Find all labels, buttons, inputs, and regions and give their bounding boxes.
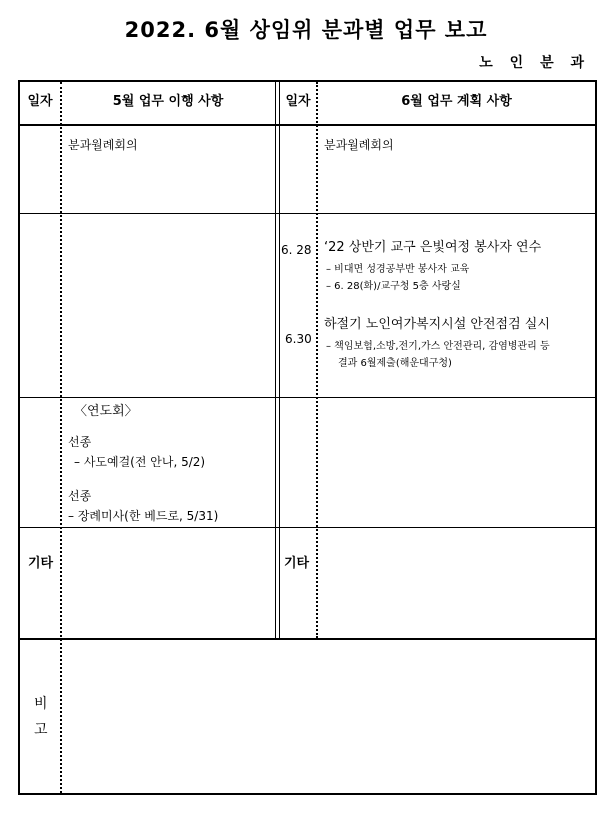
page-title: 2022. 6월 상임위 분과별 업무 보고 (124, 18, 488, 42)
header-date-right: 일자 (285, 94, 311, 109)
header-may-tasks: 5월 업무 이행 사항 (112, 94, 224, 109)
row5-label-line2: 고 (34, 722, 48, 738)
row-divider-3 (20, 527, 595, 528)
header-date-left: 일자 (27, 94, 53, 109)
row1-may-text: 분과월례회의 (68, 138, 138, 152)
row5-label-line1: 비 (34, 696, 48, 712)
row3-heading: 〈연도회〉 (74, 404, 138, 419)
row3-group1: 선종 (68, 435, 92, 449)
col-divider-date-right (316, 82, 318, 638)
row2-item1-title: ‘22 상반기 교구 은빛여정 봉사자 연수 (324, 240, 542, 255)
report-table (18, 80, 597, 795)
header-divider (20, 124, 595, 126)
row-divider-4 (20, 638, 595, 640)
col-divider-date-left (60, 82, 62, 793)
row2-item2-title: 하절기 노인여가복지시설 안전점검 실시 (324, 317, 550, 332)
row3-group2: 선종 (68, 489, 92, 503)
row-divider-1 (20, 213, 595, 214)
row3-group2-item: – 장례미사(한 베드로, 5/31) (68, 509, 219, 523)
row2-item1-sub2: – 6. 28(화)/교구청 5층 사랑실 (326, 281, 461, 292)
row2-item1-sub1: – 비대면 성경공부반 봉사자 교육 (326, 264, 470, 275)
row4-left-label: 기타 (28, 556, 54, 571)
row3-group1-item: – 사도예걸(전 안나, 5/2) (74, 455, 206, 469)
department-label: 노 인 분 과 (479, 55, 590, 71)
row2-item2-sub1: – 책임보험,소방,전기,가스 안전관리, 감염병관리 등 (326, 341, 550, 352)
row2-date1: 6. 28 (281, 243, 312, 257)
col-divider-middle (275, 82, 280, 638)
header-june-tasks: 6월 업무 계획 사항 (401, 94, 512, 109)
row2-item2-sub2: 결과 6월제출(해운대구청) (338, 358, 452, 369)
row-divider-2 (20, 397, 595, 398)
row1-june-text: 분과월례회의 (324, 138, 394, 152)
row2-date2: 6.30 (285, 332, 312, 346)
row4-right-label: 기타 (284, 556, 310, 571)
